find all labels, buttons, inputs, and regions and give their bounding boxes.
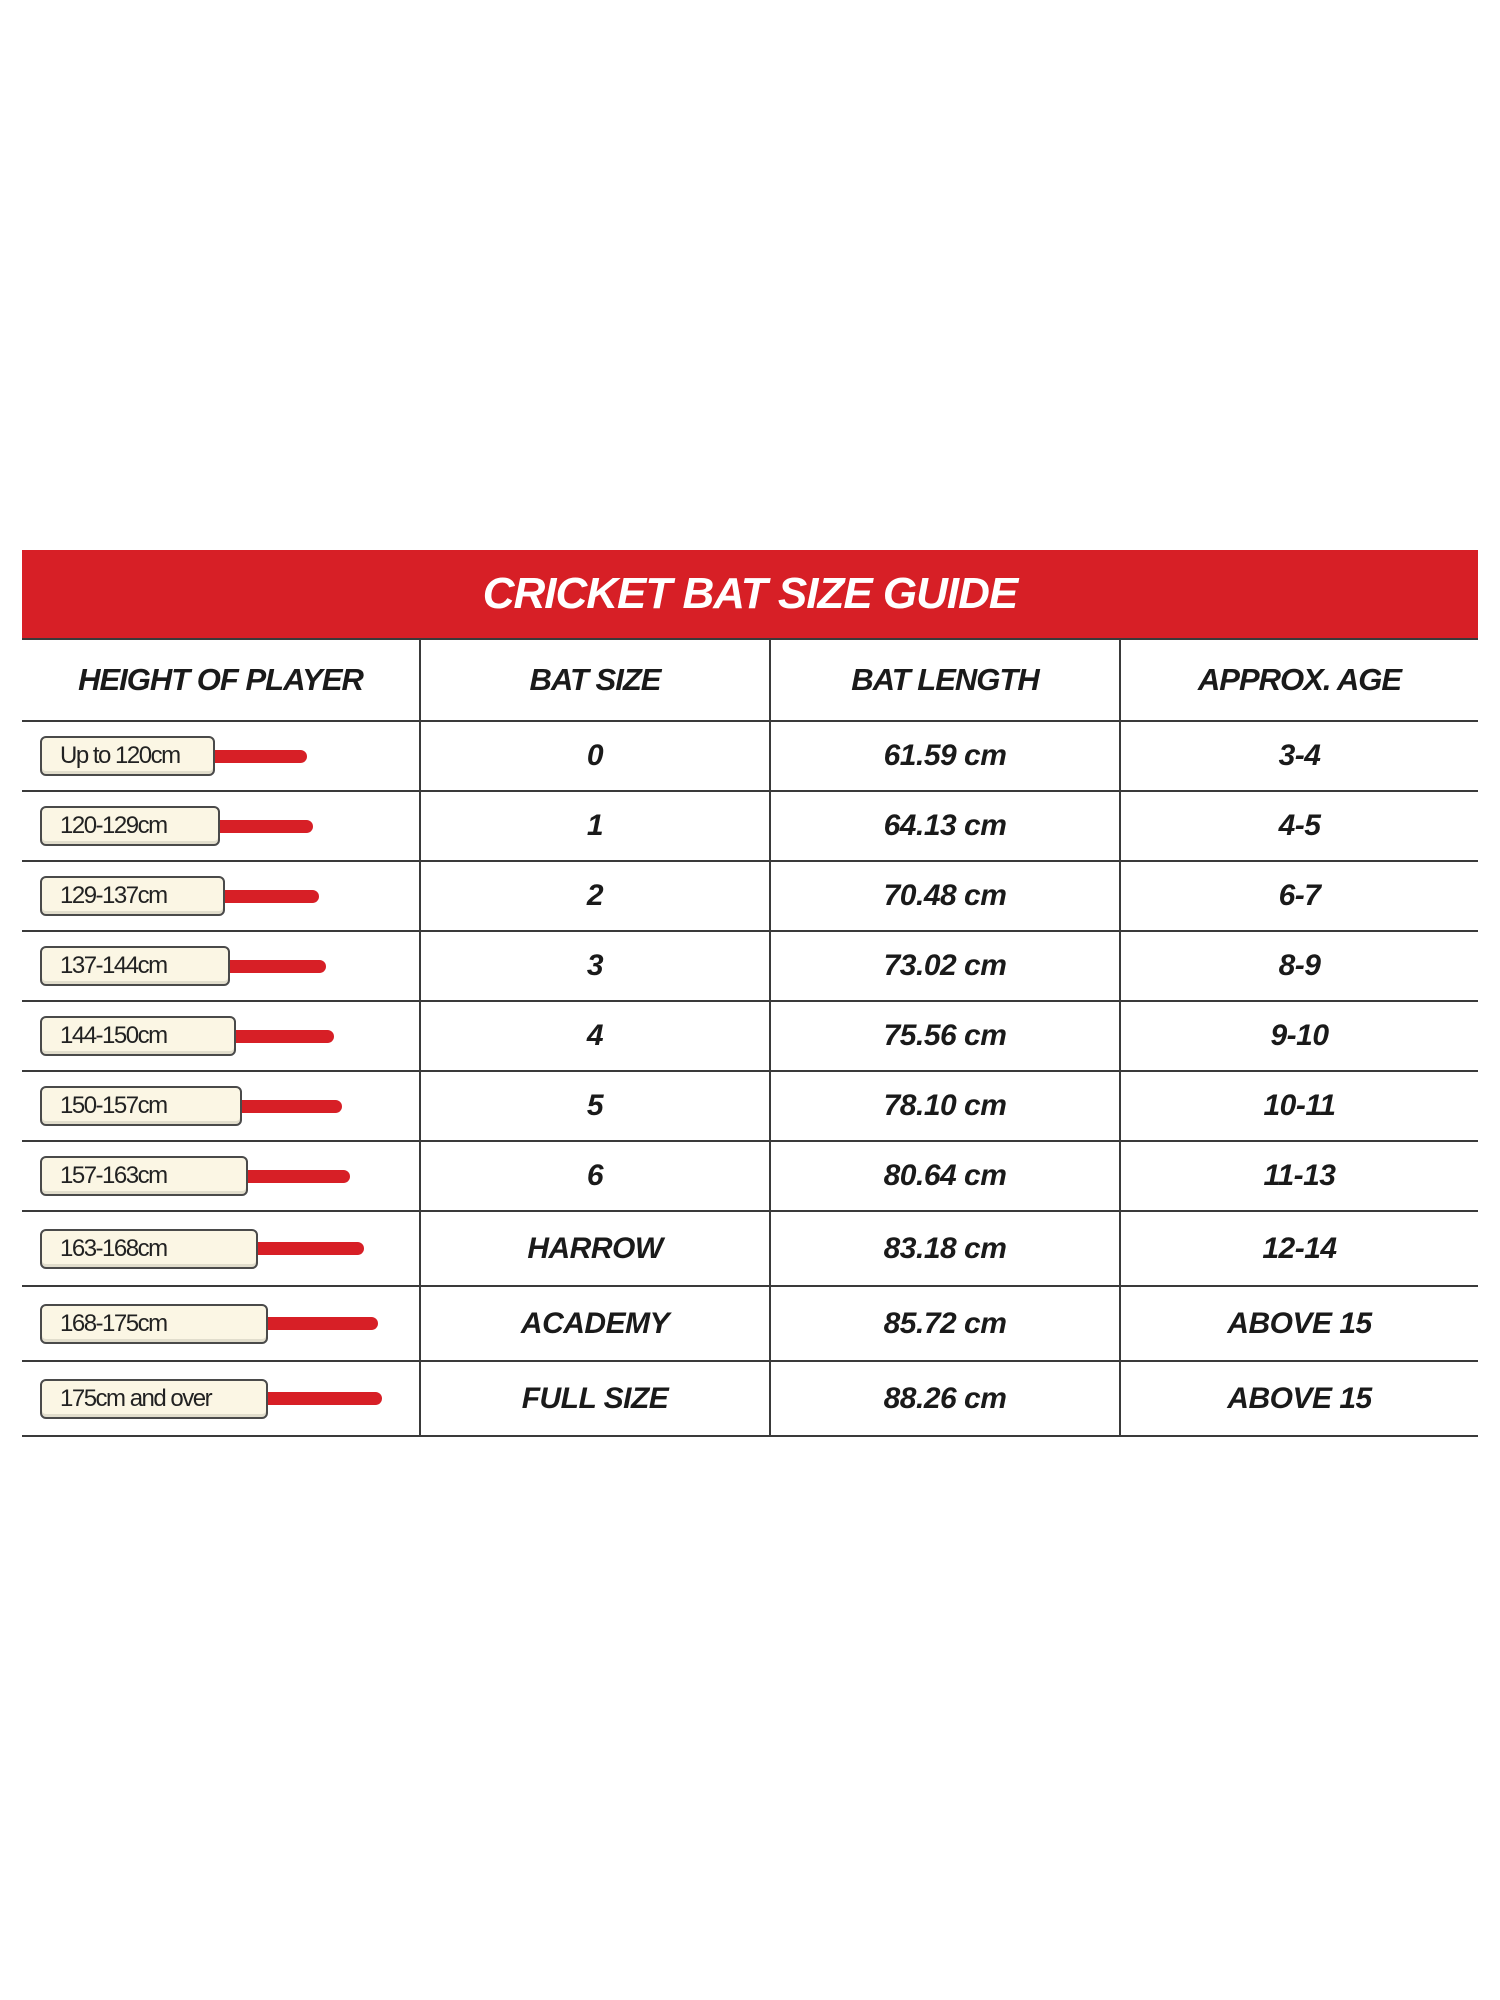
bat-handle-icon <box>225 890 319 903</box>
approx-age-cell: 11-13 <box>1120 1141 1478 1211</box>
bat-icon <box>40 1156 350 1196</box>
bat-length-cell: 64.13 cm <box>770 791 1120 861</box>
header-approx-age: APPROX. AGE <box>1120 639 1478 721</box>
height-cell <box>22 861 420 931</box>
bat-length-cell: 78.10 cm <box>770 1071 1120 1141</box>
table-row <box>22 1286 1478 1361</box>
approx-age-cell: 6-7 <box>1120 861 1478 931</box>
bat-handle-icon <box>268 1317 378 1330</box>
bat-icon <box>40 1304 378 1344</box>
bat-handle-icon <box>258 1242 364 1255</box>
header-height-of-player: HEIGHT OF PLAYER <box>22 639 420 721</box>
approx-age-cell: 10-11 <box>1120 1071 1478 1141</box>
table-row <box>22 1141 1478 1211</box>
bat-size-cell: 4 <box>420 1001 770 1071</box>
bat-handle-icon <box>220 820 313 833</box>
bat-length-cell: 61.59 cm <box>770 721 1120 791</box>
bat-size-cell: HARROW <box>420 1211 770 1286</box>
bat-icon <box>40 946 326 986</box>
approx-age-cell: 4-5 <box>1120 791 1478 861</box>
height-cell <box>22 1286 420 1361</box>
height-label: 150-157cm <box>40 1086 242 1126</box>
height-label: 120-129cm <box>40 806 220 846</box>
bat-size-cell: 6 <box>420 1141 770 1211</box>
height-label: 137-144cm <box>40 946 230 986</box>
bat-length-cell: 85.72 cm <box>770 1286 1120 1361</box>
height-cell <box>22 1141 420 1211</box>
bat-icon <box>40 736 307 776</box>
header-bat-size: BAT SIZE <box>420 639 770 721</box>
table-row <box>22 931 1478 1001</box>
bat-length-cell: 70.48 cm <box>770 861 1120 931</box>
approx-age-cell: ABOVE 15 <box>1120 1286 1478 1361</box>
table-header-row <box>22 639 1478 721</box>
height-cell <box>22 1001 420 1071</box>
approx-age-cell: 9-10 <box>1120 1001 1478 1071</box>
table-body <box>22 721 1478 1436</box>
approx-age-cell: 8-9 <box>1120 931 1478 1001</box>
bat-handle-icon <box>242 1100 342 1113</box>
bat-size-cell: 0 <box>420 721 770 791</box>
bat-handle-icon <box>248 1170 350 1183</box>
table-row <box>22 1211 1478 1286</box>
table-row <box>22 1361 1478 1436</box>
bat-size-guide <box>22 550 1478 1437</box>
height-label: 129-137cm <box>40 876 225 916</box>
bat-icon <box>40 806 313 846</box>
bat-icon <box>40 1086 342 1126</box>
table-row <box>22 861 1478 931</box>
bat-icon <box>40 1379 382 1419</box>
table-row <box>22 791 1478 861</box>
height-label: 175cm and over <box>40 1379 268 1419</box>
height-label: 163-168cm <box>40 1229 258 1269</box>
bat-icon <box>40 876 319 916</box>
bat-length-cell: 80.64 cm <box>770 1141 1120 1211</box>
header-bat-length: BAT LENGTH <box>770 639 1120 721</box>
bat-size-cell: 3 <box>420 931 770 1001</box>
height-label: 144-150cm <box>40 1016 236 1056</box>
bat-size-cell: ACADEMY <box>420 1286 770 1361</box>
bat-icon <box>40 1229 364 1269</box>
bat-length-cell: 83.18 cm <box>770 1211 1120 1286</box>
height-cell <box>22 791 420 861</box>
height-label: Up to 120cm <box>40 736 215 776</box>
guide-title: CRICKET BAT SIZE GUIDE <box>22 550 1478 638</box>
height-cell <box>22 721 420 791</box>
height-cell <box>22 931 420 1001</box>
height-cell <box>22 1211 420 1286</box>
bat-icon <box>40 1016 334 1056</box>
bat-length-cell: 75.56 cm <box>770 1001 1120 1071</box>
bat-handle-icon <box>268 1392 382 1405</box>
bat-length-cell: 73.02 cm <box>770 931 1120 1001</box>
height-label: 168-175cm <box>40 1304 268 1344</box>
bat-handle-icon <box>236 1030 334 1043</box>
table-row <box>22 721 1478 791</box>
height-cell <box>22 1071 420 1141</box>
approx-age-cell: 3-4 <box>1120 721 1478 791</box>
approx-age-cell: 12-14 <box>1120 1211 1478 1286</box>
approx-age-cell: ABOVE 15 <box>1120 1361 1478 1436</box>
height-cell <box>22 1361 420 1436</box>
bat-size-cell: 5 <box>420 1071 770 1141</box>
bat-size-cell: FULL SIZE <box>420 1361 770 1436</box>
bat-size-cell: 2 <box>420 861 770 931</box>
table-row <box>22 1071 1478 1141</box>
size-table <box>22 638 1478 1437</box>
table-row <box>22 1001 1478 1071</box>
height-label: 157-163cm <box>40 1156 248 1196</box>
bat-handle-icon <box>230 960 326 973</box>
bat-length-cell: 88.26 cm <box>770 1361 1120 1436</box>
bat-handle-icon <box>215 750 307 763</box>
bat-size-cell: 1 <box>420 791 770 861</box>
